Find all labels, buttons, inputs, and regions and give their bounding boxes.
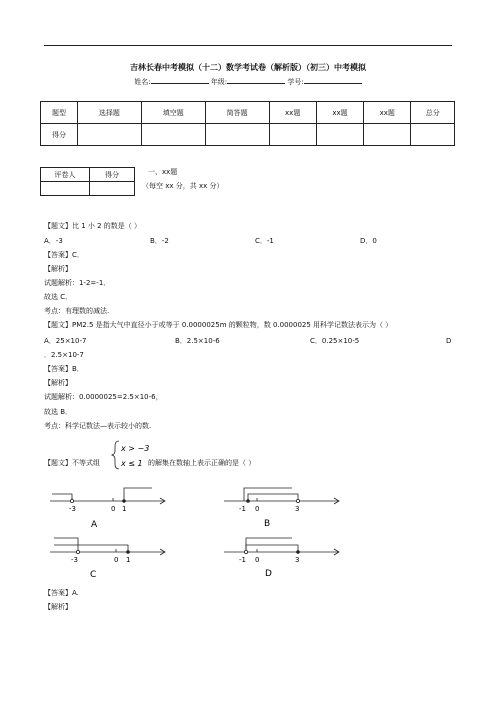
grader-score-label: 得分 <box>90 168 135 182</box>
tick-label: -1 <box>239 505 246 513</box>
q3-figure-a[interactable] <box>48 478 168 530</box>
header-cell: 总分 <box>411 102 455 124</box>
score-cell[interactable] <box>78 124 142 146</box>
score-cell[interactable] <box>364 124 411 146</box>
name-label: 姓名: <box>134 78 151 86</box>
q1-option-c: C．-1 <box>255 237 274 245</box>
q2-option-b: B．2.5×10-6 <box>175 337 220 345</box>
student-info-line <box>0 76 496 87</box>
grader-cell[interactable] <box>90 182 135 196</box>
header-cell: 选择题 <box>78 102 142 124</box>
header-cell: 填空题 <box>141 102 205 124</box>
q3-answer: 【答案】A. <box>44 589 79 597</box>
figure-letter: B <box>264 519 271 529</box>
score-table-score-row <box>41 124 455 146</box>
score-cell[interactable] <box>205 124 269 146</box>
name-blank[interactable] <box>151 76 209 84</box>
score-table <box>40 101 455 146</box>
q1-conclusion: 故选 C． <box>44 293 73 301</box>
q1-option-d: D．0 <box>360 237 377 245</box>
q1-stem: 【题文】比 1 小 2 的数是（ ） <box>44 222 142 230</box>
section-note: （每空 xx 分，共 xx 分） <box>142 182 224 190</box>
q2-option-a: A．25×10-7 <box>44 337 87 345</box>
q1-answer: 【答案】C． <box>44 251 84 259</box>
q2-analysis: 试题解析：0.0000025=2.5×10-6， <box>44 393 163 401</box>
q2-answer: 【答案】B． <box>44 365 84 373</box>
header-cell: xx题 <box>364 102 411 124</box>
q3-stem-post: 的解集在数轴上表示正确的是（ ） <box>148 459 256 467</box>
q3-inequality-system <box>110 439 150 471</box>
q3-figure-b[interactable] <box>222 478 342 530</box>
figure-letter: A <box>91 520 98 530</box>
tick-label: 3 <box>295 556 300 564</box>
figure-letter: D <box>265 569 272 579</box>
q1-analysis-tag: 【解析】 <box>44 265 72 273</box>
q1-option-a: A．-3 <box>44 237 63 245</box>
tick-label: -3 <box>69 505 76 513</box>
score-cell[interactable] <box>411 124 455 146</box>
q1-point: 考点：有理数的减法. <box>44 307 110 315</box>
q1-analysis: 试题解析：1-2=-1． <box>44 279 111 287</box>
header-rule <box>44 45 452 46</box>
grade-label: 年级: <box>210 78 228 86</box>
score-cell[interactable] <box>269 124 316 146</box>
tick-label: -1 <box>239 556 246 564</box>
grade-blank[interactable] <box>227 76 285 84</box>
q2-conclusion: 故选 B． <box>44 408 73 416</box>
q2-point: 考点：科学记数法—表示较小的数. <box>44 422 152 430</box>
q2-option-d-rest: ．2.5×10-7 <box>44 351 84 359</box>
figure-letter: C <box>90 570 97 580</box>
score-table-header-row <box>41 102 455 124</box>
row-label: 得分 <box>41 124 78 146</box>
tick-label: 0 <box>114 556 119 564</box>
tick-label: 3 <box>295 505 300 513</box>
q3-ineq2: x ≤ 1 <box>121 459 143 468</box>
header-cell: 题型 <box>41 102 78 124</box>
header-cell: xx题 <box>269 102 316 124</box>
grader-table <box>40 167 135 196</box>
section-title: 一、xx题 <box>148 168 178 176</box>
tick-label: 0 <box>255 505 260 513</box>
score-cell[interactable] <box>316 124 363 146</box>
q2-option-c: C．0.25×10-5 <box>310 337 360 345</box>
id-label: 学号: <box>287 78 304 86</box>
brace-icon <box>112 441 119 469</box>
q3-stem-pre: 【题文】不等式组 <box>44 459 100 467</box>
q3-analysis-tag: 【解析】 <box>44 603 72 611</box>
grader-cell[interactable] <box>41 182 90 196</box>
q2-stem: 【题文】PM2.5 是指大气中直径小于或等于 0.0000025m 的颗粒物，数 0.0000025 用科学记数法表示为（ ） <box>44 321 393 329</box>
score-cell[interactable] <box>141 124 205 146</box>
header-cell: 简答题 <box>205 102 269 124</box>
header-cell: xx题 <box>316 102 363 124</box>
tick-label: 1 <box>122 505 127 513</box>
tick-label: 0 <box>255 556 260 564</box>
page-title: 吉林长春中考模拟（十二）数学考试卷（解析版）（初三）中考模拟 <box>130 63 366 72</box>
q3-figure-c[interactable] <box>48 530 168 580</box>
id-blank[interactable] <box>304 76 362 84</box>
q2-option-d: D <box>446 337 452 345</box>
tick-label: 0 <box>111 505 116 513</box>
q2-analysis-tag: 【解析】 <box>44 379 72 387</box>
q1-option-b: B．-2 <box>150 237 169 245</box>
q3-ineq1: x > −3 <box>121 444 150 453</box>
grader-label: 评卷人 <box>41 168 90 182</box>
tick-label: -3 <box>71 556 78 564</box>
tick-label: 1 <box>126 556 131 564</box>
q3-figure-d[interactable] <box>222 530 342 580</box>
